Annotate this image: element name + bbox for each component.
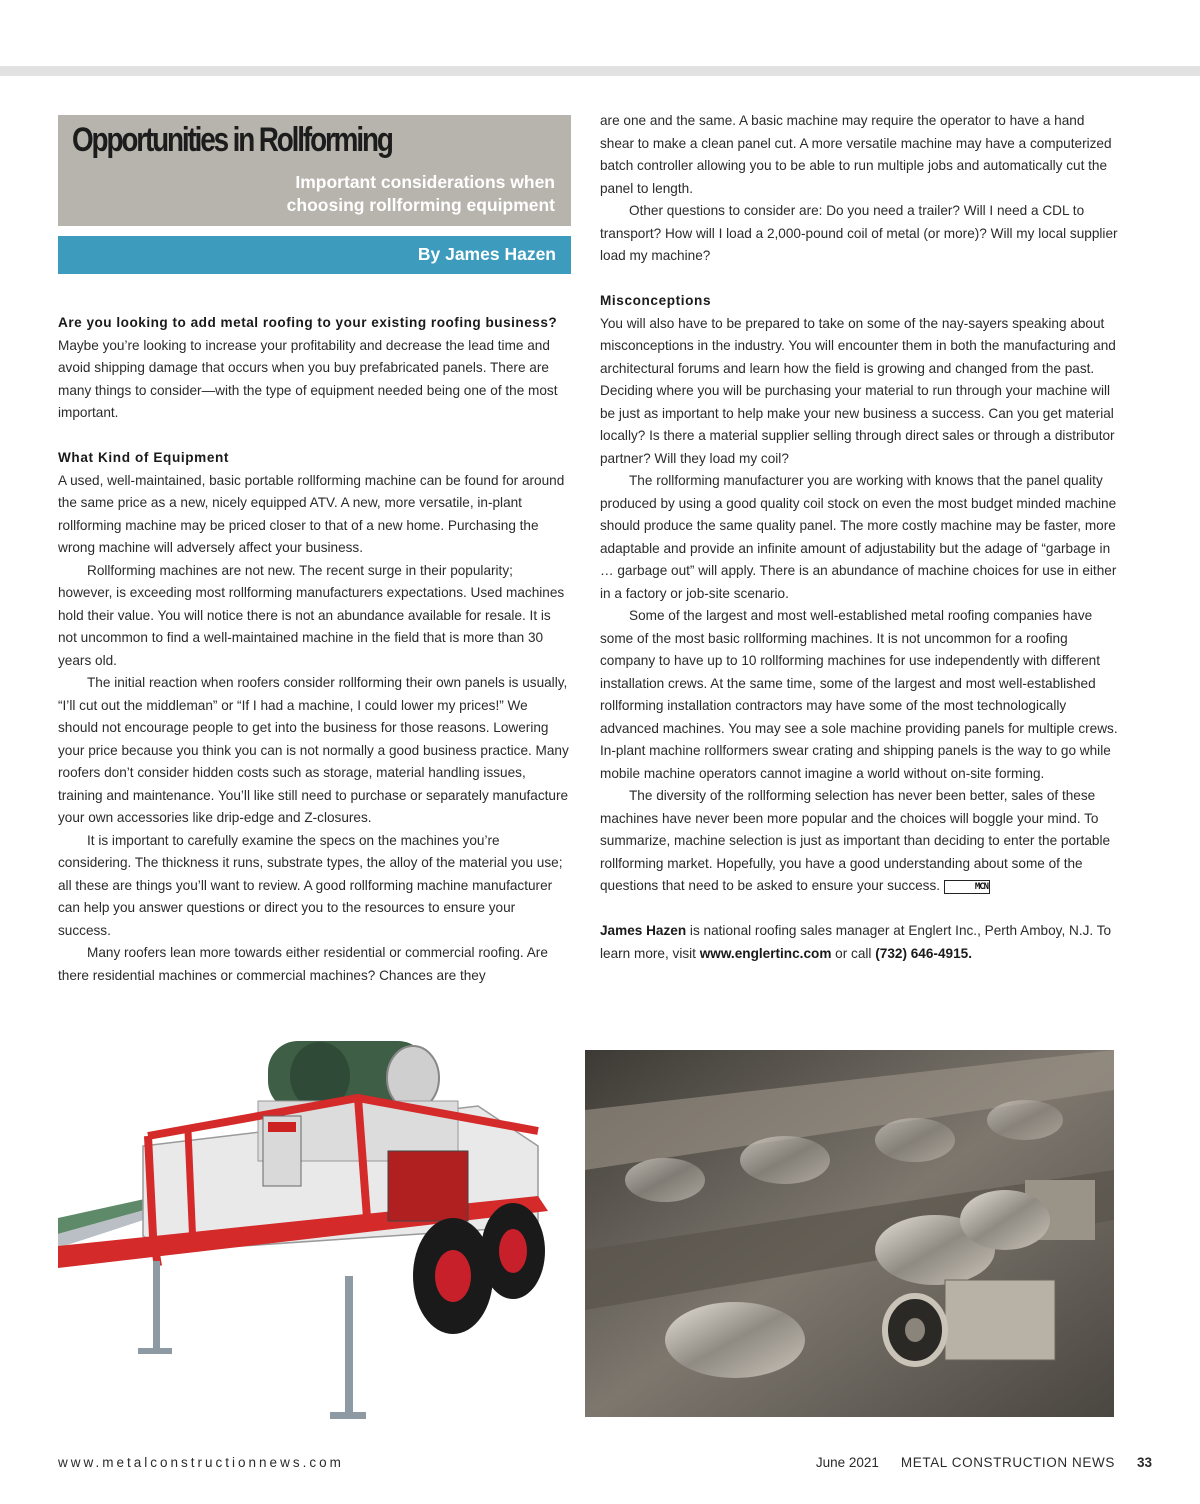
roller-bracket xyxy=(945,1280,1055,1360)
forming-roller xyxy=(987,1100,1063,1140)
rollers-illustration xyxy=(585,1050,1114,1417)
subtitle-line-1: Important considerations when xyxy=(295,172,555,192)
coil-end xyxy=(387,1046,439,1110)
left-column xyxy=(58,312,570,987)
bio-text: is national roofing sales manager at Englert Inc., Perth Amboy, N.J. To learn more, visit xyxy=(600,923,1112,961)
subtitle-line-2: choosing rollforming equipment xyxy=(286,195,555,215)
body-paragraph: Other questions to consider are: Do you need a trailer? Will I need a CDL to transport? How will I load a 2,000-pound coil of metal (or more)? Will my local supplier load my machine? xyxy=(600,203,1118,263)
forming-roller xyxy=(875,1118,955,1162)
forming-roller xyxy=(960,1190,1050,1250)
article-title: Opportunities in Rollforming xyxy=(72,121,392,159)
publication-name: METAL CONSTRUCTION NEWS xyxy=(900,1455,1115,1470)
wheel-hub xyxy=(499,1229,527,1273)
heading-misconceptions: Misconceptions xyxy=(600,293,712,308)
closing-text: The diversity of the rollforming selection has never been better, sales of these machines have never been more popular and the choices will boggle your mind. To summarize, machine selection is just as important than deciding to enter the portable rollforming market. Hopefully, you have a good understanding about some of the questions that need to be asked to ensure your success. xyxy=(600,788,1111,893)
footer-website[interactable]: www.metalconstructionnews.com xyxy=(58,1455,344,1470)
jack-stand-foot xyxy=(138,1348,172,1354)
byline: By James Hazen xyxy=(417,244,556,264)
footer-folio xyxy=(816,1455,1152,1470)
body-paragraph xyxy=(600,785,1118,898)
intro-text: Maybe you’re looking to increase your profitability and decrease the lead time and avoid shipping damage that occurs when you buy prefabricated panels. There are many things to consider—with the type of equipment needed being one of the most important. xyxy=(58,337,558,420)
control-display xyxy=(268,1122,296,1132)
machine-illustration xyxy=(58,1036,570,1428)
engine xyxy=(388,1151,468,1221)
body-paragraph: The initial reaction when roofers consider rollforming their own panels is usually, “I’ll cut out the middleman” or “If I had a machine, I could lower my prices!” We should not encourage people to get into the business for those reasons. Lowering your price because you think you can is not normally a good business practice. Many roofers don’t consider hidden costs such as storage, material handling issues, training and maintenance. You’ll like still need to purchase or separately manufacture your own accessories like drip-edge and Z-closures. xyxy=(58,675,569,825)
forming-rollers-photo xyxy=(585,1050,1114,1417)
bio-name: James Hazen xyxy=(600,923,687,938)
byline-bar xyxy=(58,236,571,274)
red-frame xyxy=(188,1131,193,1246)
intro-lead: Are you looking to add metal roofing to your existing roofing business? xyxy=(58,315,558,330)
rollforming-machine-photo xyxy=(58,1036,570,1428)
bio-website-link[interactable]: www.englertinc.com xyxy=(699,945,832,961)
body-paragraph: Some of the largest and most well-established metal roofing companies have some of the most basic rollforming machines. It is not uncommon for a roofing company to have up to 10 rollforming machines for use independently with different installation crews. At the same time, some of the largest and most well-established rollforming installation contractors may have some of the most technologically advanced machines. You may see a sole machine providing panels for multiple crews. In-plant machine rollformers swear crating and shipping panels is the way to go while mobile machine operators cannot imagine a world without on-site forming. xyxy=(600,608,1118,781)
issue-date: June 2021 xyxy=(815,1455,879,1470)
wheel-hub xyxy=(435,1250,471,1302)
body-paragraph: You will also have to be prepared to take on some of the nay-sayers speaking about misconceptions in the industry. You will encounter them in both the manufacturing and architectural forums and learn how the field is growing and changed from the past. Deciding where you will be purchasing your material to run through your machine will be just as important to help make your new business a success. Can you get material locally? Is there a material supplier selling through direct sales or through a distributor partner? Will they load my coil? xyxy=(600,315,1116,466)
article-title-box xyxy=(58,115,571,226)
bio-text: or call xyxy=(831,945,876,961)
forming-roller xyxy=(625,1158,705,1202)
body-paragraph: It is important to carefully examine the specs on the machines you’re considering. The thickness it runs, substrate types, the alloy of the material you use; all these are things you’ll want to review. A good rollforming machine manufacturer can help you answer questions or direct you to the resources to ensure your success. xyxy=(58,832,563,938)
right-column xyxy=(600,110,1118,965)
end-of-article-mark: MCN xyxy=(944,880,990,894)
intro-paragraph xyxy=(58,312,570,425)
bio-phone: (732) 646-4915. xyxy=(875,945,972,961)
body-paragraph: Rollforming machines are not new. The recent surge in their popularity; however, is exceeding most rollforming manufacturers expectations. Used machines hold their value. You will notice there is not an abundance available for resale. It is not uncommon to find a well-maintained machine in the field that is more than 30 years old. xyxy=(58,562,565,668)
heading-what-kind-of-equipment: What Kind of Equipment xyxy=(58,450,230,465)
body-paragraph: are one and the same. A basic machine may require the operator to have a hand shear to make a clean panel cut. A more versatile machine may have a computerized batch controller allowing you to be able to run multiple jobs and automatically cut the panel to length. xyxy=(600,113,1112,196)
jack-stand xyxy=(153,1261,160,1351)
forming-roller xyxy=(665,1302,805,1378)
body-paragraph: Many roofers lean more towards either residential or commercial roofing. Are there residential machines or commercial machines? Chances are they xyxy=(58,945,548,983)
page-number: 33 xyxy=(1136,1455,1152,1470)
author-bio xyxy=(600,920,1118,965)
top-band xyxy=(0,66,1200,76)
body-paragraph: A used, well-maintained, basic portable rollforming machine can be found for around the same price as a new, nicely equipped ATV. A new, more versatile, in-plant rollforming machine may be priced closer to that of a new home. Purchasing the wrong machine will adversely affect your business. xyxy=(58,472,565,555)
article-subtitle xyxy=(287,171,555,217)
body-paragraph: The rollforming manufacturer you are working with knows that the panel quality produced by using a good quality coil stock on even the most budget minded machine should produce the same quality panel. The more costly machine may be faster, more adaptable and provide an infinite amount of adjustability but the adage of “garbage in … garbage out” will apply. There is an abundance of machine choices for use in either in a factory or job-site scenario. xyxy=(600,473,1117,601)
forming-roller xyxy=(740,1136,830,1184)
jack-stand xyxy=(345,1276,353,1416)
jack-stand-foot xyxy=(330,1412,366,1419)
bearing-center xyxy=(905,1318,925,1342)
